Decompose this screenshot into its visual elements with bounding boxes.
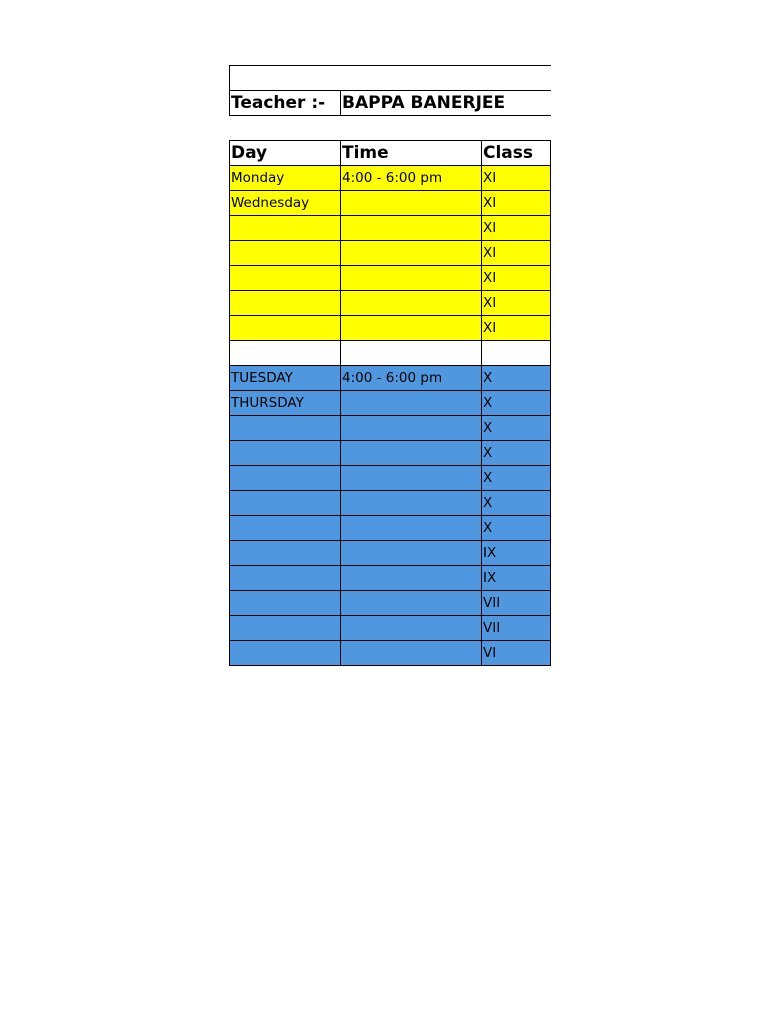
- table-row: [230, 316, 551, 341]
- time-cell[interactable]: [341, 216, 482, 241]
- day-cell[interactable]: TUESDAY: [230, 366, 341, 391]
- table-row: [230, 516, 551, 541]
- day-cell[interactable]: [230, 291, 341, 316]
- class-cell[interactable]: XI: [482, 291, 551, 316]
- class-cell[interactable]: XI: [482, 191, 551, 216]
- day-cell[interactable]: [230, 341, 341, 366]
- table-row: [230, 566, 551, 591]
- time-cell[interactable]: [341, 341, 482, 366]
- class-cell[interactable]: IX: [482, 541, 551, 566]
- day-cell[interactable]: [230, 541, 341, 566]
- time-cell[interactable]: [341, 191, 482, 216]
- day-cell[interactable]: [230, 241, 341, 266]
- day-cell[interactable]: [230, 641, 341, 666]
- class-cell[interactable]: X: [482, 391, 551, 416]
- time-cell[interactable]: [341, 266, 482, 291]
- column-header-time[interactable]: Time: [341, 141, 482, 166]
- day-cell[interactable]: [230, 516, 341, 541]
- class-cell[interactable]: VI: [482, 641, 551, 666]
- table-row: [230, 191, 551, 216]
- time-cell[interactable]: [341, 441, 482, 466]
- table-row: [230, 466, 551, 491]
- day-cell[interactable]: [230, 266, 341, 291]
- class-cell[interactable]: X: [482, 416, 551, 441]
- day-cell[interactable]: [230, 316, 341, 341]
- teacher-label-cell[interactable]: Teacher :-: [230, 91, 341, 116]
- time-cell[interactable]: [341, 466, 482, 491]
- class-cell[interactable]: X: [482, 466, 551, 491]
- table-row: [230, 491, 551, 516]
- table-row: [230, 591, 551, 616]
- day-cell[interactable]: [230, 566, 341, 591]
- day-cell[interactable]: Monday: [230, 166, 341, 191]
- class-cell[interactable]: VII: [482, 591, 551, 616]
- time-cell[interactable]: [341, 641, 482, 666]
- time-cell[interactable]: [341, 516, 482, 541]
- class-cell[interactable]: X: [482, 366, 551, 391]
- table-row: [230, 391, 551, 416]
- column-header-day[interactable]: Day: [230, 141, 341, 166]
- time-cell[interactable]: 4:00 - 6:00 pm: [341, 166, 482, 191]
- spacer-row: [229, 116, 551, 140]
- empty-title-cell[interactable]: [230, 66, 551, 91]
- day-cell[interactable]: [230, 466, 341, 491]
- day-cell[interactable]: THURSDAY: [230, 391, 341, 416]
- time-cell[interactable]: [341, 541, 482, 566]
- empty-title-row: [230, 66, 551, 91]
- teacher-name-cell[interactable]: BAPPA BANERJEE: [341, 91, 551, 116]
- table-row: [230, 441, 551, 466]
- table-row: [230, 291, 551, 316]
- day-cell[interactable]: [230, 591, 341, 616]
- table-row: [230, 541, 551, 566]
- day-cell[interactable]: [230, 216, 341, 241]
- day-cell[interactable]: [230, 416, 341, 441]
- class-cell[interactable]: X: [482, 491, 551, 516]
- day-cell[interactable]: Wednesday: [230, 191, 341, 216]
- spreadsheet-sheet: [229, 65, 551, 666]
- class-cell[interactable]: XI: [482, 216, 551, 241]
- table-row: [230, 341, 551, 366]
- class-cell[interactable]: IX: [482, 566, 551, 591]
- class-cell[interactable]: X: [482, 516, 551, 541]
- class-cell[interactable]: XI: [482, 316, 551, 341]
- time-cell[interactable]: [341, 616, 482, 641]
- teacher-row: [230, 91, 551, 116]
- day-cell[interactable]: [230, 491, 341, 516]
- table-row: [230, 166, 551, 191]
- schedule-header-row: [230, 141, 551, 166]
- class-cell[interactable]: XI: [482, 166, 551, 191]
- class-cell[interactable]: [482, 341, 551, 366]
- table-row: [230, 616, 551, 641]
- day-cell[interactable]: [230, 441, 341, 466]
- time-cell[interactable]: [341, 566, 482, 591]
- time-cell[interactable]: [341, 291, 482, 316]
- time-cell[interactable]: 4:00 - 6:00 pm: [341, 366, 482, 391]
- day-cell[interactable]: [230, 616, 341, 641]
- class-cell[interactable]: XI: [482, 266, 551, 291]
- time-cell[interactable]: [341, 416, 482, 441]
- time-cell[interactable]: [341, 491, 482, 516]
- class-cell[interactable]: X: [482, 441, 551, 466]
- table-row: [230, 241, 551, 266]
- table-row: [230, 366, 551, 391]
- schedule-table: [229, 140, 551, 666]
- time-cell[interactable]: [341, 241, 482, 266]
- time-cell[interactable]: [341, 591, 482, 616]
- table-row: [230, 641, 551, 666]
- class-cell[interactable]: VII: [482, 616, 551, 641]
- time-cell[interactable]: [341, 391, 482, 416]
- time-cell[interactable]: [341, 316, 482, 341]
- table-row: [230, 416, 551, 441]
- teacher-header-table: [229, 65, 551, 116]
- table-row: [230, 216, 551, 241]
- table-row: [230, 266, 551, 291]
- class-cell[interactable]: XI: [482, 241, 551, 266]
- column-header-class[interactable]: Class: [482, 141, 551, 166]
